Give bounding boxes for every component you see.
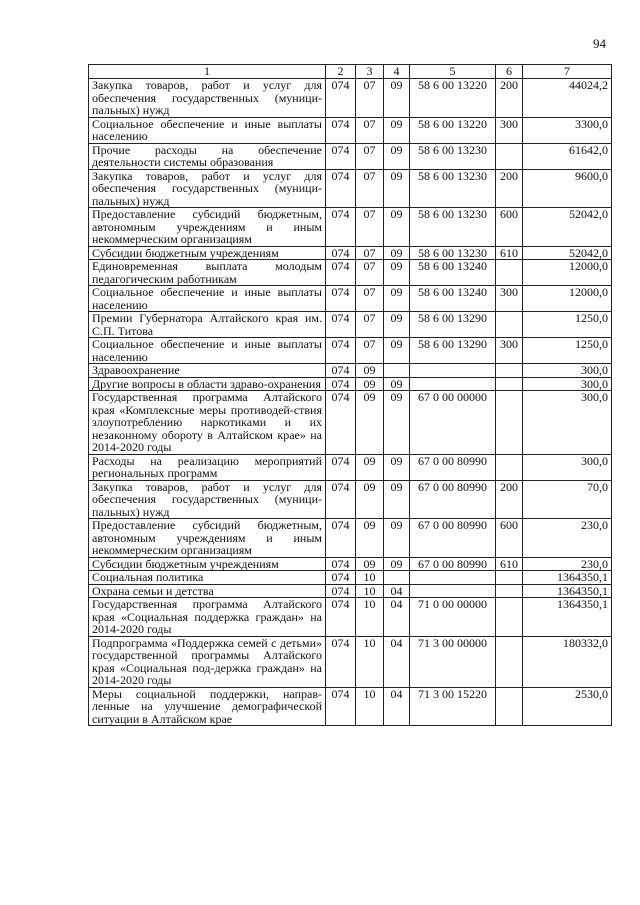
cell-c5: 58 6 00 13230	[410, 169, 496, 208]
cell-c2: 074	[326, 338, 356, 364]
row-name-cell: Премии Губернатора Алтайского края им. С.П. Титова	[89, 312, 326, 338]
cell-c4: 04	[384, 584, 410, 598]
row-name-cell: Меры социальной поддержки, направ-ленные на улучшение демографической ситуации в Алтайском крае	[89, 687, 326, 726]
cell-c4: 09	[384, 208, 410, 247]
cell-c5: 71 0 00 00000	[410, 598, 496, 637]
cell-c7: 300,0	[523, 454, 612, 480]
cell-c7: 9600,0	[523, 169, 612, 208]
cell-c4: 09	[384, 117, 410, 143]
cell-c6: 300	[496, 286, 523, 312]
cell-c5: 58 6 00 13240	[410, 286, 496, 312]
table-row	[89, 312, 612, 338]
cell-c2: 074	[326, 312, 356, 338]
cell-c2: 074	[326, 687, 356, 726]
cell-c4: 09	[384, 519, 410, 558]
cell-c4: 04	[384, 636, 410, 687]
cell-c3: 07	[356, 143, 384, 169]
cell-c5: 58 6 00 13220	[410, 79, 496, 118]
row-name-cell: Субсидии бюджетным учреждениям	[89, 246, 326, 260]
table-row	[89, 143, 612, 169]
cell-c3: 07	[356, 79, 384, 118]
cell-c2: 074	[326, 377, 356, 391]
cell-c2: 074	[326, 260, 356, 286]
cell-c2: 074	[326, 571, 356, 585]
table-row	[89, 208, 612, 247]
table-row	[89, 519, 612, 558]
table-row	[89, 598, 612, 637]
table-row	[89, 286, 612, 312]
column-header: 3	[356, 65, 384, 79]
cell-c2: 074	[326, 519, 356, 558]
cell-c7: 300,0	[523, 377, 612, 391]
cell-c5: 67 0 00 80990	[410, 519, 496, 558]
cell-c7: 300,0	[523, 391, 612, 455]
row-name-cell: Расходы на реализацию мероприятий региональных программ	[89, 454, 326, 480]
cell-c4: 09	[384, 246, 410, 260]
table-row	[89, 454, 612, 480]
cell-c2: 074	[326, 169, 356, 208]
cell-c3: 09	[356, 391, 384, 455]
cell-c7: 300,0	[523, 364, 612, 378]
cell-c4: 09	[384, 260, 410, 286]
row-name-cell: Другие вопросы в области здраво-охранения	[89, 377, 326, 391]
cell-c5: 67 0 00 80990	[410, 480, 496, 519]
cell-c6: 600	[496, 519, 523, 558]
cell-c6: 300	[496, 338, 523, 364]
cell-c3: 07	[356, 208, 384, 247]
row-name-cell: Подпрограмма «Поддержка семей с детьми» государственной программы Алтайского края «Социальная под-держка граждан» на 2014-2020 годы	[89, 636, 326, 687]
cell-c5	[410, 364, 496, 378]
cell-c6	[496, 260, 523, 286]
cell-c3: 09	[356, 557, 384, 571]
table-row	[89, 391, 612, 455]
cell-c6: 610	[496, 557, 523, 571]
row-name-cell: Предоставление субсидий бюджетным, автономным учреждениям и иным некоммерческим организациям	[89, 208, 326, 247]
cell-c3: 07	[356, 169, 384, 208]
table-row	[89, 169, 612, 208]
cell-c2: 074	[326, 143, 356, 169]
table-body	[89, 79, 612, 726]
cell-c3: 09	[356, 364, 384, 378]
column-header: 5	[410, 65, 496, 79]
cell-c4: 09	[384, 312, 410, 338]
row-name-cell: Государственная программа Алтайского края «Комплексные меры противодей-ствия злоупотреблению наркотиками и их незаконному обороту в Алтайском крае» на 2014-2020 годы	[89, 391, 326, 455]
cell-c3: 07	[356, 338, 384, 364]
cell-c5: 67 0 00 80990	[410, 557, 496, 571]
cell-c4: 04	[384, 687, 410, 726]
cell-c3: 09	[356, 454, 384, 480]
row-name-cell: Закупка товаров, работ и услуг для обеспечения государственных (муници-пальных) нужд	[89, 79, 326, 118]
cell-c2: 074	[326, 117, 356, 143]
cell-c2: 074	[326, 636, 356, 687]
cell-c7: 12000,0	[523, 286, 612, 312]
cell-c3: 07	[356, 260, 384, 286]
row-name-cell: Охрана семьи и детства	[89, 584, 326, 598]
cell-c6	[496, 571, 523, 585]
column-header: 1	[89, 65, 326, 79]
cell-c2: 074	[326, 557, 356, 571]
cell-c6	[496, 143, 523, 169]
cell-c6: 200	[496, 79, 523, 118]
cell-c7: 52042,0	[523, 246, 612, 260]
header-row	[89, 65, 612, 79]
cell-c3: 07	[356, 117, 384, 143]
cell-c3: 07	[356, 312, 384, 338]
cell-c7: 3300,0	[523, 117, 612, 143]
table-row	[89, 377, 612, 391]
cell-c7: 230,0	[523, 557, 612, 571]
cell-c2: 074	[326, 208, 356, 247]
row-name-cell: Закупка товаров, работ и услуг для обеспечения государственных (муници-пальных) нужд	[89, 480, 326, 519]
table-row	[89, 79, 612, 118]
cell-c6	[496, 584, 523, 598]
cell-c5: 71 3 00 00000	[410, 636, 496, 687]
row-name-cell: Государственная программа Алтайского края «Социальная поддержка граждан» на 2014-2020 годы	[89, 598, 326, 637]
cell-c3: 10	[356, 584, 384, 598]
cell-c3: 10	[356, 598, 384, 637]
cell-c4: 09	[384, 169, 410, 208]
cell-c2: 074	[326, 598, 356, 637]
cell-c4: 09	[384, 143, 410, 169]
cell-c7: 52042,0	[523, 208, 612, 247]
cell-c6	[496, 454, 523, 480]
cell-c7: 1364350,1	[523, 584, 612, 598]
cell-c2: 074	[326, 480, 356, 519]
cell-c6: 200	[496, 480, 523, 519]
cell-c6: 200	[496, 169, 523, 208]
cell-c4: 09	[384, 454, 410, 480]
row-name-cell: Социальное обеспечение и иные выплаты населению	[89, 286, 326, 312]
cell-c3: 10	[356, 571, 384, 585]
cell-c6: 300	[496, 117, 523, 143]
table-row	[89, 480, 612, 519]
cell-c7: 1364350,1	[523, 598, 612, 637]
cell-c5: 58 6 00 13290	[410, 338, 496, 364]
cell-c3: 10	[356, 636, 384, 687]
cell-c6	[496, 636, 523, 687]
table-row	[89, 260, 612, 286]
column-header: 6	[496, 65, 523, 79]
cell-c3: 09	[356, 519, 384, 558]
cell-c7: 1250,0	[523, 312, 612, 338]
row-name-cell: Субсидии бюджетным учреждениям	[89, 557, 326, 571]
cell-c7: 180332,0	[523, 636, 612, 687]
table-row	[89, 636, 612, 687]
cell-c6	[496, 598, 523, 637]
cell-c5: 58 6 00 13220	[410, 117, 496, 143]
cell-c4: 09	[384, 391, 410, 455]
row-name-cell: Прочие расходы на обеспечение деятельности системы образования	[89, 143, 326, 169]
cell-c3: 09	[356, 377, 384, 391]
row-name-cell: Социальное обеспечение и иные выплаты населению	[89, 338, 326, 364]
column-header: 2	[326, 65, 356, 79]
cell-c5: 58 6 00 13240	[410, 260, 496, 286]
cell-c7: 2530,0	[523, 687, 612, 726]
cell-c3: 10	[356, 687, 384, 726]
table-row	[89, 246, 612, 260]
cell-c7: 1250,0	[523, 338, 612, 364]
table-row	[89, 117, 612, 143]
cell-c2: 074	[326, 79, 356, 118]
cell-c2: 074	[326, 454, 356, 480]
cell-c6: 610	[496, 246, 523, 260]
cell-c2: 074	[326, 286, 356, 312]
cell-c4: 04	[384, 598, 410, 637]
table-row	[89, 571, 612, 585]
cell-c7: 44024,2	[523, 79, 612, 118]
cell-c5: 58 6 00 13290	[410, 312, 496, 338]
cell-c3: 07	[356, 246, 384, 260]
cell-c7: 12000,0	[523, 260, 612, 286]
cell-c3: 09	[356, 480, 384, 519]
cell-c4: 09	[384, 286, 410, 312]
cell-c7: 70,0	[523, 480, 612, 519]
row-name-cell: Социальная политика	[89, 571, 326, 585]
cell-c4: 09	[384, 79, 410, 118]
column-header: 7	[523, 65, 612, 79]
row-name-cell: Закупка товаров, работ и услуг для обеспечения государственных (муници-пальных) нужд	[89, 169, 326, 208]
column-header: 4	[384, 65, 410, 79]
row-name-cell: Предоставление субсидий бюджетным, автономным учреждениям и иным некоммерческим организациям	[89, 519, 326, 558]
cell-c5: 67 0 00 00000	[410, 391, 496, 455]
cell-c6	[496, 377, 523, 391]
cell-c5	[410, 584, 496, 598]
budget-table	[88, 64, 612, 726]
table-row	[89, 338, 612, 364]
cell-c3: 07	[356, 286, 384, 312]
cell-c4	[384, 571, 410, 585]
cell-c4: 09	[384, 557, 410, 571]
table-row	[89, 687, 612, 726]
cell-c6	[496, 391, 523, 455]
page-number: 94	[593, 36, 606, 51]
cell-c4	[384, 364, 410, 378]
cell-c2: 074	[326, 246, 356, 260]
row-name-cell: Здравоохранение	[89, 364, 326, 378]
cell-c4: 09	[384, 480, 410, 519]
cell-c6	[496, 364, 523, 378]
table-row	[89, 364, 612, 378]
cell-c6: 600	[496, 208, 523, 247]
cell-c6	[496, 687, 523, 726]
cell-c2: 074	[326, 391, 356, 455]
table-row	[89, 557, 612, 571]
cell-c5	[410, 571, 496, 585]
cell-c7: 61642,0	[523, 143, 612, 169]
cell-c5: 71 3 00 15220	[410, 687, 496, 726]
cell-c7: 1364350,1	[523, 571, 612, 585]
row-name-cell: Социальное обеспечение и иные выплаты населению	[89, 117, 326, 143]
cell-c5: 58 6 00 13230	[410, 208, 496, 247]
cell-c4: 09	[384, 377, 410, 391]
cell-c4: 09	[384, 338, 410, 364]
cell-c5: 67 0 00 80990	[410, 454, 496, 480]
cell-c6	[496, 312, 523, 338]
row-name-cell: Единовременная выплата молодым педагогическим работникам	[89, 260, 326, 286]
cell-c5	[410, 377, 496, 391]
cell-c5: 58 6 00 13230	[410, 143, 496, 169]
cell-c5: 58 6 00 13230	[410, 246, 496, 260]
cell-c2: 074	[326, 584, 356, 598]
table-row	[89, 584, 612, 598]
cell-c7: 230,0	[523, 519, 612, 558]
cell-c2: 074	[326, 364, 356, 378]
